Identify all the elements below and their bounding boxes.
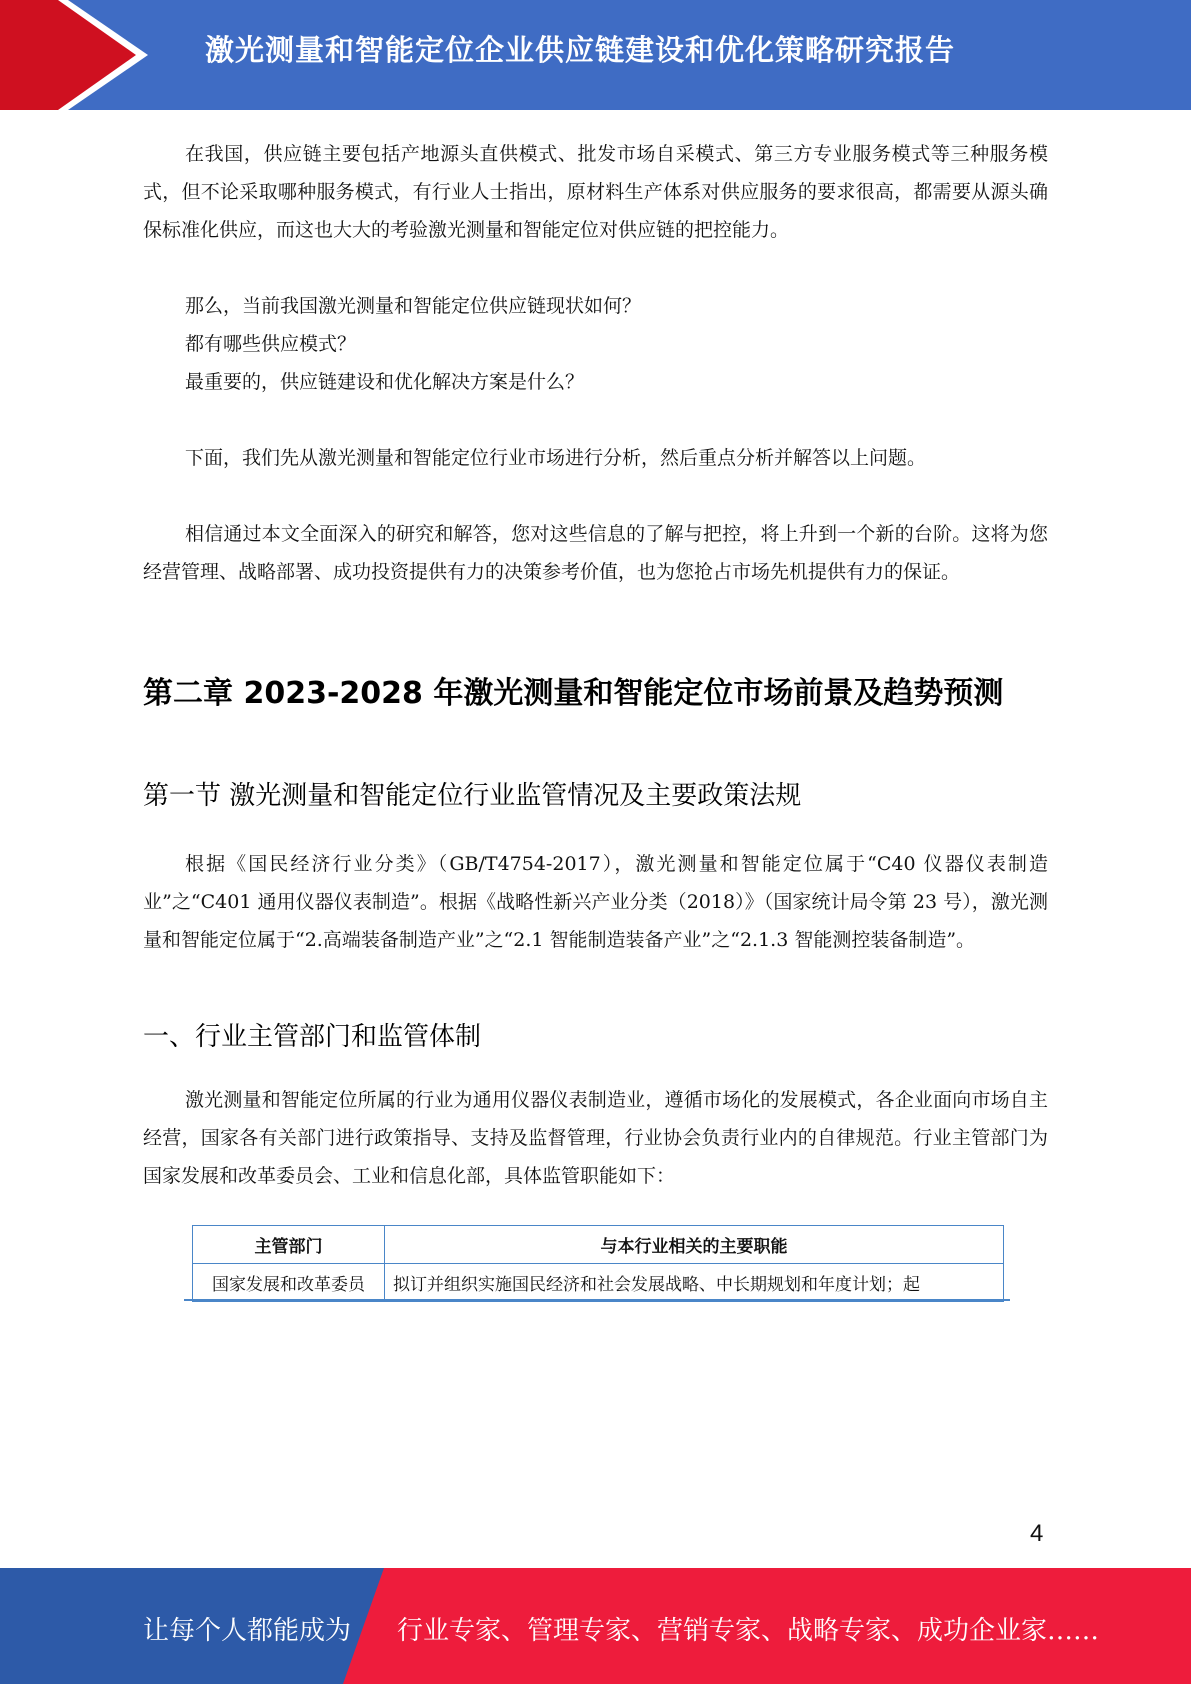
report-title: 激光测量和智能定位企业供应链建设和优化策略研究报告 [205,33,956,67]
question-2: 都有哪些供应模式？ [185,333,357,355]
table-bottom-rule [184,1299,1010,1301]
page-number: 4 [1030,1520,1044,1547]
table-cell: 国家发展和改革委员 [193,1264,385,1302]
question-1: 那么，当前我国激光测量和智能定位供应链现状如何？ [185,295,642,317]
chapter-heading: 第二章 2023-2028 年激光测量和智能定位市场前景及趋势预测 [143,676,1004,711]
classification-paragraph: 根据《国民经济行业分类》（GB/T4754-2017），激光测量和智能定位属于“C40 仪器仪表制造业”之“C401 通用仪器仪表制造”。根据《战略性新兴产业分类（2018）》（国家统计局令第 23 号），激光测量和智能定位属于“2.高端装备制造产业”之“2.1 智能制造装备产业”之“2.1.3 智能测控装备制造”。 [143,853,1048,951]
table-row [193,1264,1004,1302]
page-footer [0,1568,1191,1684]
table-cell: 拟订并组织实施国民经济和社会发展战略、中长期规划和年度计划；起 [385,1264,1004,1302]
subsection-heading: 一、行业主管部门和监管体制 [143,1022,482,1052]
regulation-paragraph: 激光测量和智能定位所属的行业为通用仪器仪表制造业，遵循市场化的发展模式，各企业面向市场自主经营，国家各有关部门进行政策指导、支持及监督管理，行业协会负责行业内的自律规范。行业主管部门为国家发展和改革委员会、工业和信息化部，具体监管职能如下： [143,1089,1048,1187]
table-header-cell: 主管部门 [193,1226,385,1264]
footer-slogan-left: 让每个人都能成为 [143,1616,352,1646]
intro-section [143,135,1048,591]
intro-paragraph-3: 相信通过本文全面深入的研究和解答，您对这些信息的了解与把控，将上升到一个新的台阶。这将为您经营管理、战略部署、成功投资提供有力的决策参考价值，也为您抢占市场先机提供有力的保证。 [143,523,1048,583]
page-header [0,0,1191,110]
intro-paragraph-2: 下面，我们先从激光测量和智能定位行业市场进行分析，然后重点分析并解答以上问题。 [185,447,927,469]
question-3: 最重要的，供应链建设和优化解决方案是什么？ [185,371,585,393]
authority-table [192,1225,1004,1302]
section-body [143,845,1048,959]
footer-slogan-right: 行业专家、管理专家、营销专家、战略专家、成功企业家…… [397,1616,1100,1646]
intro-paragraph-1: 在我国，供应链主要包括产地源头直供模式、批发市场自采模式、第三方专业服务模式等三种服务模式，但不论采取哪种服务模式，有行业人士指出，原材料生产体系对供应服务的要求很高，都需要从源头确保标准化供应，而这也大大的考验激光测量和智能定位对供应链的把控能力。 [143,143,1048,241]
table-header-cell: 与本行业相关的主要职能 [385,1226,1004,1264]
table-header-row [193,1226,1004,1264]
section-heading: 第一节 激光测量和智能定位行业监管情况及主要政策法规 [143,781,802,811]
subsection-body [143,1081,1048,1195]
